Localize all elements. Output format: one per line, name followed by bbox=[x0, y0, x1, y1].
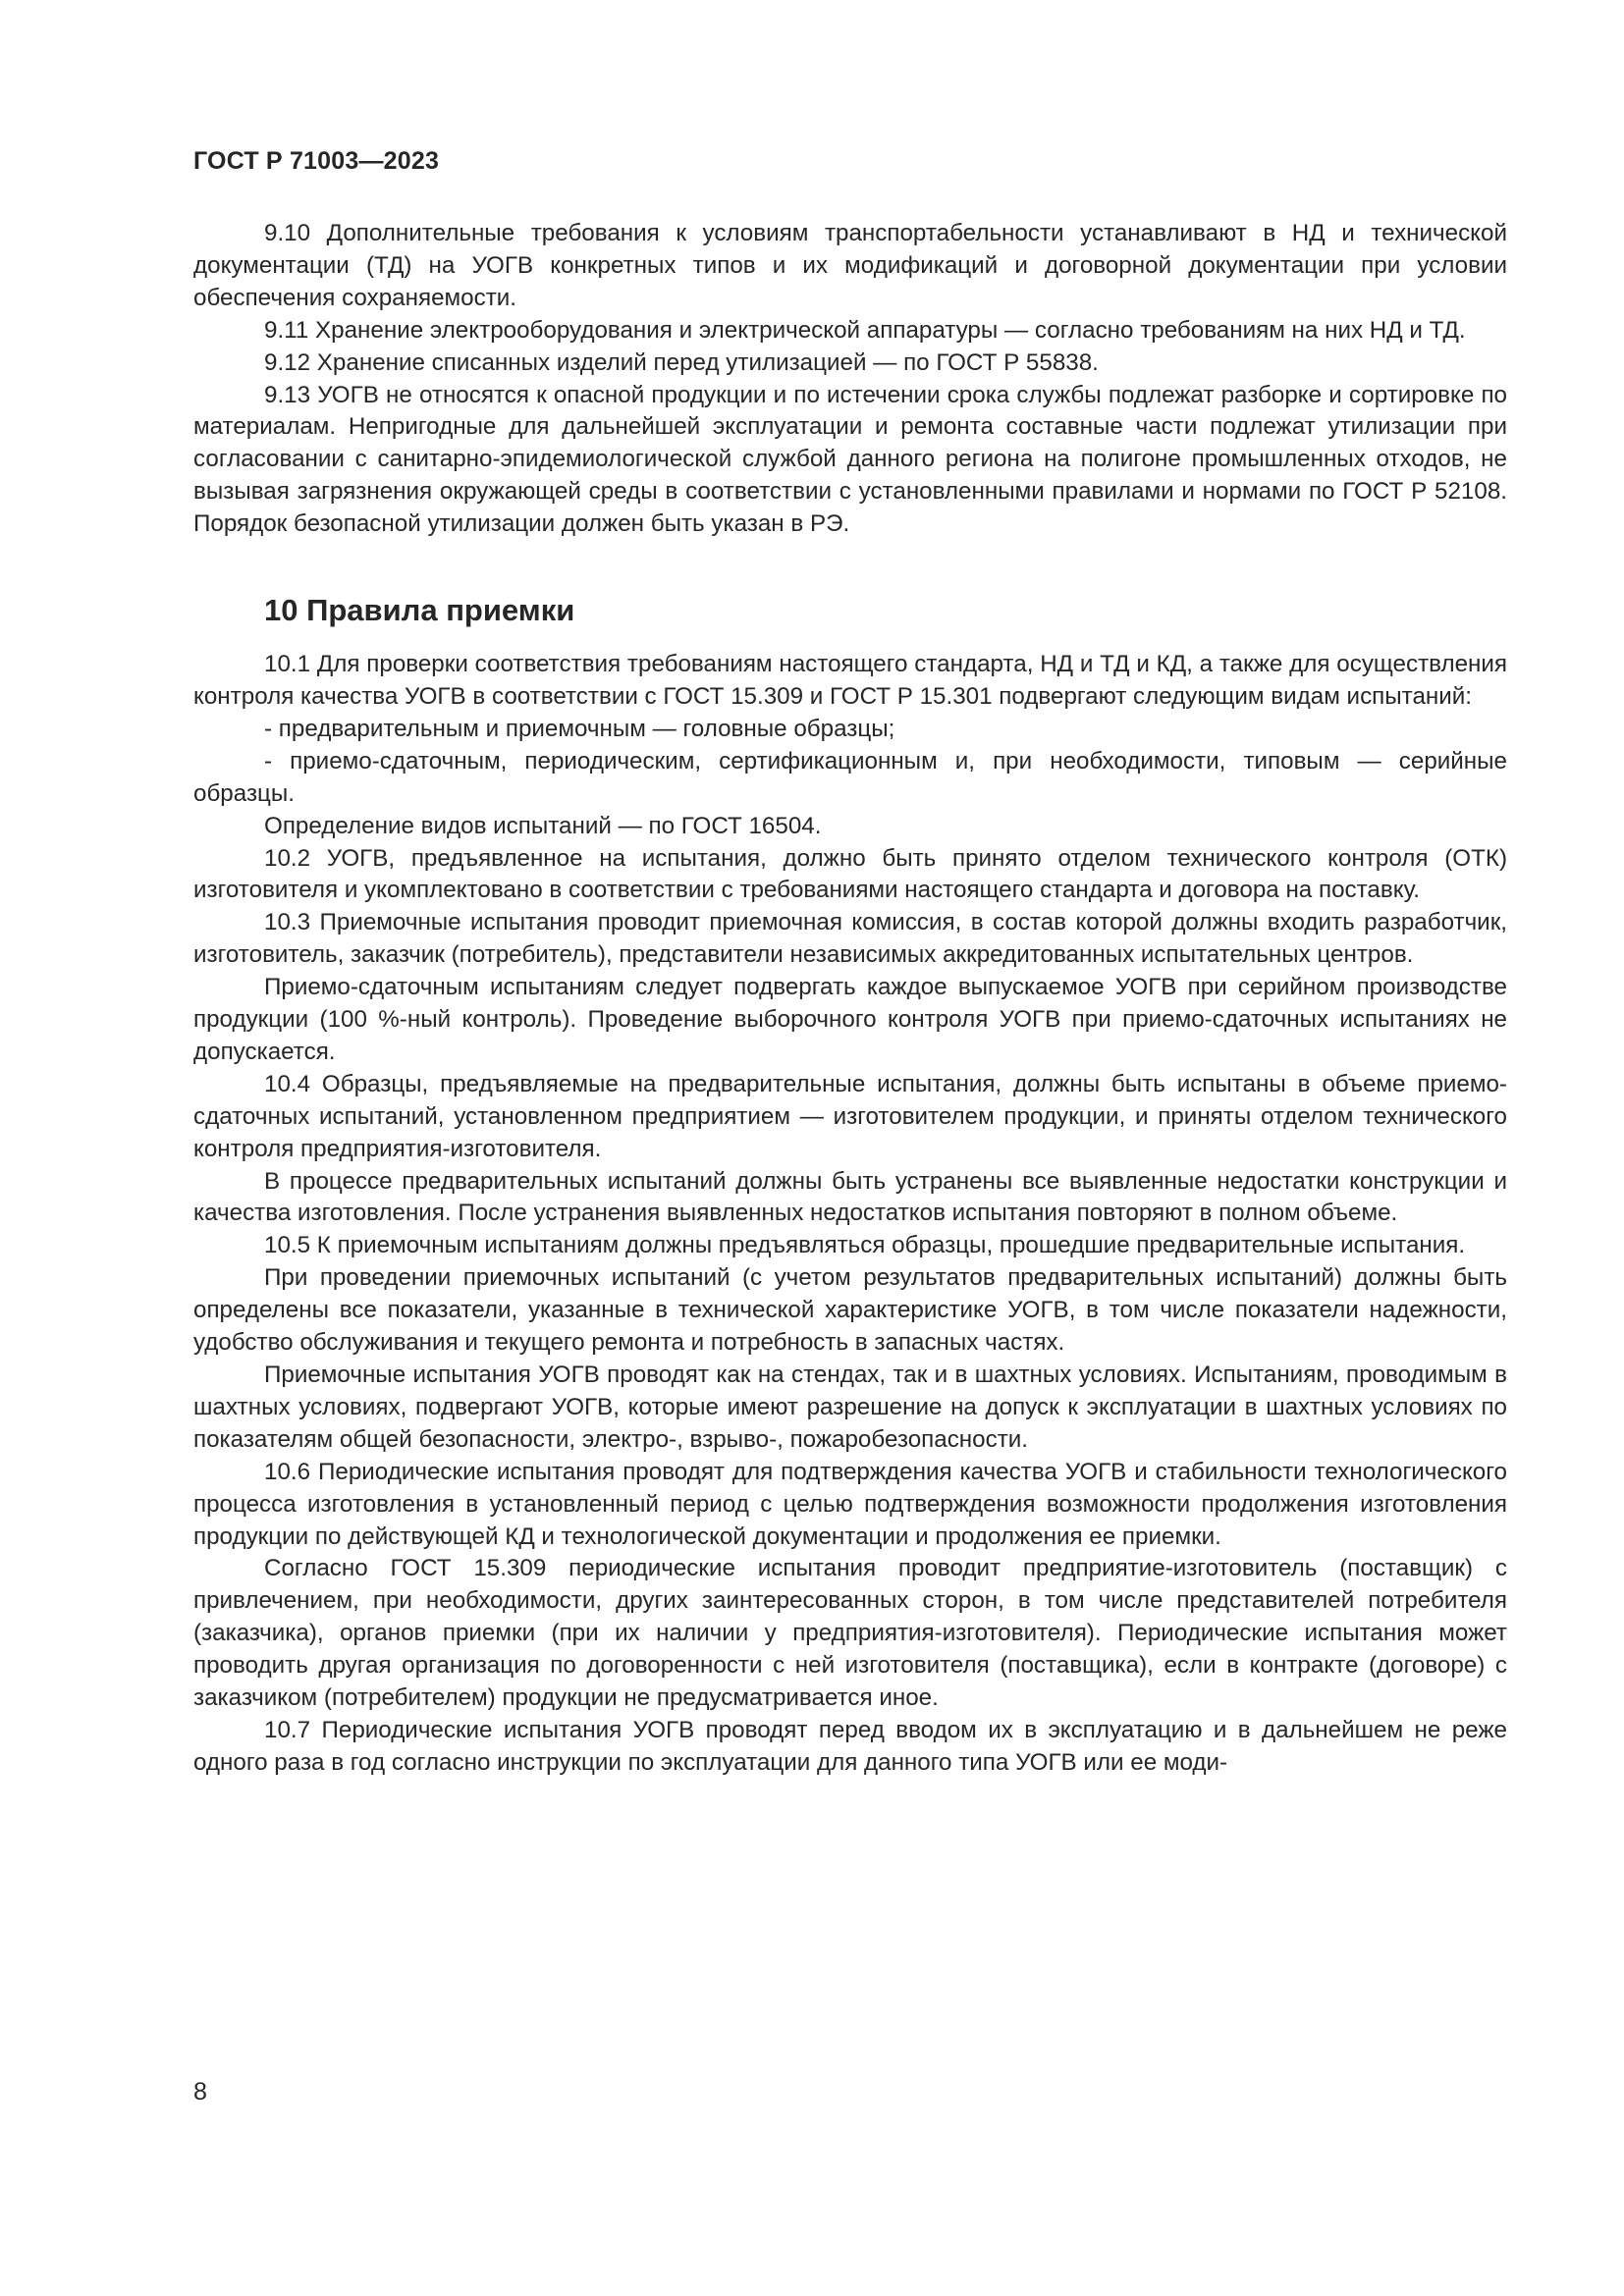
paragraph-9-10: 9.10 Дополнительные требования к условиям транспортабельности устанавливают в НД и технической документации (ТД) на УОГВ конкретных типов и их модификаций и договорной документации при условии обеспечения сохраняемости. bbox=[193, 220, 1507, 311]
paragraph-9-11: 9.11 Хранение электрооборудования и электрической аппаратуры — согласно требованиям на них НД и ТД. bbox=[264, 316, 1466, 344]
paragraph-mine-conditions: Приемочные испытания УОГВ проводят как на стендах, так и в шахтных условиях. Испытаниям, проводимым в шахтных условиях, подвергают УОГВ, которые имеют разрешение на допуск к эксплуатации в шахтных условиях по показателям общей безопасности, электро-, взрыво-, пожаробезопасности. bbox=[193, 1362, 1507, 1453]
list-item-acceptance: - приемо-сдаточным, периодическим, сертификационным и, при необходимости, типовым — серийные образцы. bbox=[193, 747, 1507, 807]
paragraph-acceptance-indicators: При проведении приемочных испытаний (с учетом результатов предварительных испытаний) должны быть определены все показатели, указанные в технической характеристике УОГВ, в том числе показатели надежности, удобство обслуживания и текущего ремонта и потребность в запасных частях. bbox=[193, 1264, 1507, 1357]
paragraph-10-2: 10.2 УОГВ, предъявленное на испытания, должно быть принято отделом технического контроля (ОТК) изготовителя и укомплектовано в соответствии с требованиями настоящего стандарта и договора на поставку. bbox=[193, 844, 1507, 904]
document-header: ГОСТ Р 71003—2023 bbox=[193, 147, 440, 175]
paragraph-test-types: Определение видов испытаний — по ГОСТ 16504. bbox=[264, 812, 822, 839]
paragraph-acceptance-tests: Приемо-сдаточным испытаниям следует подвергать каждое выпускаемое УОГВ при серийном производстве продукции (100 %-ный контроль). Проведение выборочного контроля УОГВ при приемо-сдаточных испытаниях не допускается. bbox=[193, 974, 1507, 1065]
section-10-heading: 10 Правила приемки bbox=[264, 593, 575, 628]
paragraph-10-6: 10.6 Периодические испытания проводят для подтверждения качества УОГВ и стабильности технологического процесса изготовления в установленный период с целью подтверждения возможности продолжения изготовления продукции по действующей КД и технологической документации и продолжения ее приемки. bbox=[193, 1458, 1507, 1550]
document-body bbox=[193, 218, 1507, 1780]
paragraph-10-5: 10.5 К приемочным испытаниям должны предъявляться образцы, прошедшие предварительные испытания. bbox=[264, 1232, 1466, 1259]
page-number: 8 bbox=[193, 2078, 207, 2106]
list-item-preliminary: - предварительным и приемочным — головные образцы; bbox=[264, 715, 895, 742]
paragraph-9-13: 9.13 УОГВ не относятся к опасной продукции и по истечении срока службы подлежат разборке и сортировке по материалам. Непригодные для дальнейшей эксплуатации и ремонта составные части подлежат утилизации при согласовании с санитарно-эпидемиологической службой данного региона на полигоне промышленных отходов, не вызывая загрязнения окружающей среды в соответствии с установленными правилами и нормами по ГОСТ Р 52108. Порядок безопасной утилизации должен быть указан в РЭ. bbox=[193, 381, 1507, 538]
paragraph-9-12: 9.12 Хранение списанных изделий перед утилизацией — по ГОСТ Р 55838. bbox=[264, 348, 1099, 376]
paragraph-periodic-tests: Согласно ГОСТ 15.309 периодические испытания проводит предприятие-изготовитель (поставщик) с привлечением, при необходимости, других заинтересованных сторон, в том числе представителей потребителя (заказчика), органов приемки (при их наличии у предприятия-изготовителя). Периодические испытания может проводить другая организация по договоренности с ней изготовителя (поставщика), если в контракте (договоре) с заказчиком (потребителем) продукции не предусматривается иное. bbox=[193, 1555, 1507, 1712]
paragraph-10-4: 10.4 Образцы, предъявляемые на предварительные испытания, должны быть испытаны в объеме приемо-сдаточных испытаний, установленном предприятием — изготовителем продукции, и приняты отделом технического контроля предприятия-изготовителя. bbox=[193, 1070, 1507, 1162]
paragraph-10-3: 10.3 Приемочные испытания проводит приемочная комиссия, в состав которой должны входить разработчик, изготовитель, заказчик (потребитель), представители независимых аккредитованных испытательных центров. bbox=[193, 909, 1507, 969]
paragraph-preliminary-defects: В процессе предварительных испытаний должны быть устранены все выявленные недостатки конструкции и качества изготовления. После устранения выявленных недостатков испытания повторяют в полном объеме. bbox=[193, 1167, 1507, 1227]
paragraph-10-7: 10.7 Периодические испытания УОГВ проводят перед вводом их в эксплуатацию и в дальнейшем не реже одного раза в год согласно инструкции по эксплуатации для данного типа УОГВ или ее моди- bbox=[193, 1716, 1507, 1776]
paragraph-10-1: 10.1 Для проверки соответствия требованиям настоящего стандарта, НД и ТД и КД, а также для осуществления контроля качества УОГВ в соответствии с ГОСТ 15.309 и ГОСТ Р 15.301 подвергают следующим видам испытаний: bbox=[193, 651, 1507, 710]
